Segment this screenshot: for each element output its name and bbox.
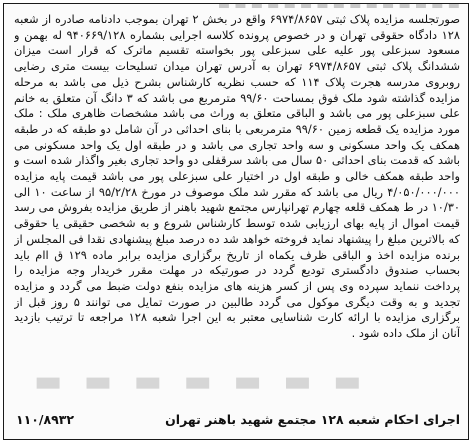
faded-header-decoration: ▬ ▬ ▬ ▬ ▬ ▬ ▬ ▬ ▬ ▬ ▬ ▬ ▬ ▬ ▬ [217,3,460,13]
notice-code: ۱۱۰/۸۹۳۲ [16,412,74,427]
issuer-signature: اجرای احکام شعبه ۱۲۸ مجتمع شهید باهنر تهران [165,412,460,427]
notice-paragraph: صورتجلسه مزایده پلاک ثبتی ۶۹۷۴/۸۶۵۷ واقع در بخش ۲ تهران بموجب دادنامه صادره از شعبه ۱۲۸ دادگاه حقوقی تهران و در خصوص پرونده کلاسه اجرایی بشماره ۹۴۰۶۶۹/۱۲۸ له بهمن و مسعود سبزعلی پور علیه علی سبزعلی پور بخواسته تقسیم ماترک که قرار است میزان ششدانگ پلاک ثبتی ۶۹۷۴/۸۶۵۷ تهران به آدرس تهران میدان تسلیحات بیست متری رضایی روبروی مدرسه هجرت پلاک ۱۱۴ که حسب نظریه کارشناس بشرح ذیل می باشد به مرحله مزایده گذاشته شود ملک فوق بمساحت ۹۹/۶۰ مترمربع می باشد که ۳ دانگ آن متعلق به خانم علی سبزعلی پور می باشد و الباقی متعلق به وراث می باشد مشخصات ظاهری ملک : ملک مورد مزایده یک قطعه زمین ۹۹/۶۰ مترمربعی با بنای احداثی در آن شامل دو طبقه که در طبقه همکف یک واحد مسکونی و سه واحد تجاری می باشد و در طبقه اول یک واحد مسکونی می باشد که قدمت بنای احداثی ۵۰ سال می باشد سرقفلی دو واحد تجاری بغیر واگذار شده است و واحد طبقه همکف خالی و طبقه اول در اختیار علی سبزعلی پور می باشد قیمت پایه مزایده ۴/۰۵۰/۰۰۰/۰۰۰ ریال می باشد که مقرر شد ملک موصوف در مورخ ۹۵/۲/۲۸ از ساعت ۱۰ الی ۱۰/۳۰ در ط همکف قلعه چهارم تهرانپارس مجتمع شهید باهنر از طریق مزایده بفروش می رسد قیمت اموال از پایه بهای ارزیابی شده توسط کارشناس شروع و به شخصی حقیقی یا حقوقی که بالاترین مبلغ را پیشنهاد نماید فروخته خواهد شد ده درصد مبلغ پیشنهادی نقدا فی المجلس از برنده مزایده اخذ و الباقی ظرف یکماه از تاریخ برگزاری مزایده برابر ماده ۱۲۹ ق اام باید بحساب صندوق دادگستری تودیع گردد در صورتیکه در مهلت مقرر خریدار وجه مزایده را پرداخت ننماید سپرده وی پس از کسر هزینه های مزایده بنفع دولت ضبط می گردد و مزایده تجدید و به وقت دیگری موکول می گردد طالبین در صورت تمایل می توانند ۵ روز قبل از برگزاری مزایده با ارائه کارت شناسایی معتبر به این اجرا شعبه ۱۲۸ مراجعه تا ترتیب بازدید آنان از ملک داده شود . [14,12,460,341]
notice-footer [14,408,460,434]
notice-body [14,12,460,404]
watermark-decoration: ▬ ▬ ▬ ▬ ▬ ▬ ▬ [34,364,368,399]
legal-notice [3,3,469,440]
